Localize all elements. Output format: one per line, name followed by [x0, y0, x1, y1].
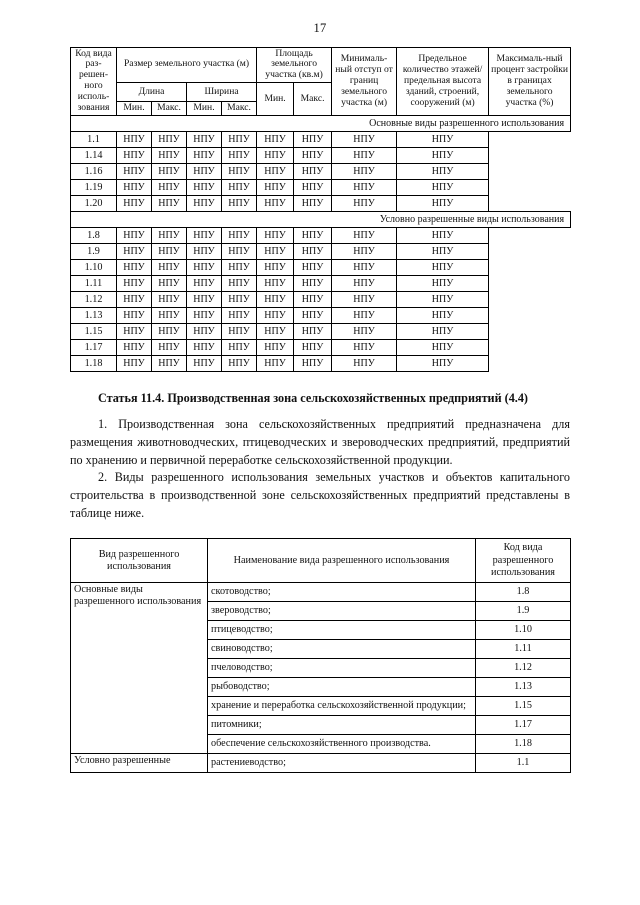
- table-row: [71, 356, 571, 372]
- cell-value: НПУ: [152, 356, 187, 372]
- header-build-percent: Максималь-ный процент застройки в границах земельного участка (%): [489, 47, 571, 116]
- cell-value: НПУ: [152, 228, 187, 244]
- cell-value: НПУ: [332, 164, 397, 180]
- cell-value: НПУ: [257, 164, 294, 180]
- cell-use-code: 1.8: [476, 583, 571, 602]
- cell-value: НПУ: [222, 260, 257, 276]
- table-row: [71, 148, 571, 164]
- cell-use-name: звероводство;: [208, 602, 476, 621]
- article-paragraph-1: 1. Производственная зона сельскохозяйственных предприятий предназначена для размещения животноводческих, птицеводческих и звероводческих предприятий, предприятий по хранению и первичной переработке сельскохозяйственной продукции.: [70, 417, 570, 467]
- cell-value: НПУ: [117, 276, 152, 292]
- cell-value: НПУ: [332, 180, 397, 196]
- header-use-name: Наименование вида разрешенного использования: [208, 539, 476, 583]
- header-length-max: Макс.: [152, 102, 187, 116]
- cell-value: НПУ: [187, 356, 222, 372]
- cell-value: НПУ: [294, 228, 332, 244]
- cell-value: НПУ: [152, 180, 187, 196]
- cell-value: НПУ: [187, 196, 222, 212]
- cell-value: НПУ: [222, 180, 257, 196]
- cell-use-name: скотоводство;: [208, 583, 476, 602]
- cell-value: НПУ: [294, 276, 332, 292]
- cell-value: НПУ: [222, 324, 257, 340]
- cell-value: НПУ: [332, 308, 397, 324]
- table-row: [71, 292, 571, 308]
- header-area-group: Площадь земельного участка (кв.м): [257, 47, 332, 83]
- cell-value: НПУ: [397, 308, 489, 324]
- header-area-min: Мин.: [257, 83, 294, 116]
- cell-code: 1.13: [71, 308, 117, 324]
- cell-value: НПУ: [257, 340, 294, 356]
- cell-value: НПУ: [222, 148, 257, 164]
- cell-value: НПУ: [187, 324, 222, 340]
- cell-value: НПУ: [332, 260, 397, 276]
- cell-value: НПУ: [257, 228, 294, 244]
- table-row: [71, 260, 571, 276]
- cell-value: НПУ: [397, 228, 489, 244]
- cell-value: НПУ: [152, 164, 187, 180]
- section-label-main: Основные виды разрешенного использования: [71, 116, 571, 132]
- cell-code: 1.12: [71, 292, 117, 308]
- cell-value: НПУ: [397, 244, 489, 260]
- cell-value: НПУ: [117, 132, 152, 148]
- cell-value: НПУ: [117, 196, 152, 212]
- cell-value: НПУ: [187, 228, 222, 244]
- cell-code: 1.10: [71, 260, 117, 276]
- cell-use-code: 1.11: [476, 640, 571, 659]
- table-row: [71, 340, 571, 356]
- permitted-use-table-body: [71, 583, 571, 773]
- table-row: [71, 132, 571, 148]
- cell-value: НПУ: [222, 292, 257, 308]
- cell-value: НПУ: [222, 276, 257, 292]
- cell-code: 1.8: [71, 228, 117, 244]
- cell-use-name: птицеводство;: [208, 621, 476, 640]
- cell-use-code: 1.17: [476, 716, 571, 735]
- cell-value: НПУ: [222, 308, 257, 324]
- cell-value: НПУ: [397, 276, 489, 292]
- header-width-max: Макс.: [222, 102, 257, 116]
- cell-code: 1.11: [71, 276, 117, 292]
- header-code: Код вида раз-решен-ного исполь-зования: [71, 47, 117, 116]
- cell-value: НПУ: [152, 196, 187, 212]
- cell-value: НПУ: [397, 164, 489, 180]
- cell-value: НПУ: [397, 292, 489, 308]
- cell-value: НПУ: [257, 196, 294, 212]
- land-parameters-table-container: [70, 47, 640, 373]
- cell-value: НПУ: [117, 228, 152, 244]
- table-row: [71, 196, 571, 212]
- cell-code: 1.19: [71, 180, 117, 196]
- cell-code: 1.18: [71, 356, 117, 372]
- cell-code: 1.15: [71, 324, 117, 340]
- permitted-use-table-head: [71, 539, 571, 583]
- table2-header-row: [71, 539, 571, 583]
- land-parameters-table: [70, 47, 571, 373]
- cell-value: НПУ: [187, 132, 222, 148]
- cell-value: НПУ: [332, 148, 397, 164]
- cell-use-name: растениеводство;: [208, 754, 476, 773]
- cell-value: НПУ: [397, 356, 489, 372]
- cell-use-name: обеспечение сельскохозяйственного производства.: [208, 735, 476, 754]
- header-setback: Минималь-ный отступ от границ земельного участка (м): [332, 47, 397, 116]
- cell-code: 1.16: [71, 164, 117, 180]
- land-parameters-table-body: [71, 116, 571, 372]
- cell-value: НПУ: [294, 308, 332, 324]
- cell-value: НПУ: [294, 292, 332, 308]
- cell-value: НПУ: [117, 292, 152, 308]
- cell-use-code: 1.15: [476, 697, 571, 716]
- section-label-conditional: Условно разрешенные виды использования: [71, 212, 571, 228]
- cell-value: НПУ: [187, 148, 222, 164]
- cell-value: НПУ: [332, 276, 397, 292]
- table-row: [71, 754, 571, 773]
- cell-value: НПУ: [187, 260, 222, 276]
- header-width-min: Мин.: [187, 102, 222, 116]
- cell-value: НПУ: [397, 196, 489, 212]
- cell-value: НПУ: [257, 132, 294, 148]
- cell-value: НПУ: [257, 180, 294, 196]
- cell-value: НПУ: [294, 260, 332, 276]
- cell-use-name: питомники;: [208, 716, 476, 735]
- cell-value: НПУ: [222, 196, 257, 212]
- section-row-main: [71, 116, 571, 132]
- table-row: [71, 180, 571, 196]
- cell-value: НПУ: [397, 180, 489, 196]
- cell-use-code: 1.1: [476, 754, 571, 773]
- cell-value: НПУ: [397, 148, 489, 164]
- cell-value: НПУ: [222, 164, 257, 180]
- section-row-conditional: [71, 212, 571, 228]
- cell-value: НПУ: [294, 340, 332, 356]
- cell-value: НПУ: [152, 148, 187, 164]
- table-row: [71, 276, 571, 292]
- table-row: [71, 228, 571, 244]
- cell-value: НПУ: [187, 180, 222, 196]
- cell-value: НПУ: [332, 324, 397, 340]
- cell-group-conditional: Условно разрешенные: [71, 754, 208, 773]
- cell-value: НПУ: [152, 340, 187, 356]
- cell-value: НПУ: [294, 180, 332, 196]
- cell-value: НПУ: [294, 164, 332, 180]
- cell-value: НПУ: [257, 292, 294, 308]
- cell-value: НПУ: [294, 324, 332, 340]
- cell-code: 1.1: [71, 132, 117, 148]
- cell-value: НПУ: [257, 308, 294, 324]
- cell-value: НПУ: [152, 276, 187, 292]
- cell-value: НПУ: [187, 292, 222, 308]
- cell-value: НПУ: [332, 244, 397, 260]
- cell-use-name: свиноводство;: [208, 640, 476, 659]
- cell-value: НПУ: [187, 308, 222, 324]
- cell-value: НПУ: [332, 196, 397, 212]
- cell-use-code: 1.12: [476, 659, 571, 678]
- cell-use-name: рыбоводство;: [208, 678, 476, 697]
- cell-value: НПУ: [117, 164, 152, 180]
- permitted-use-table: [70, 538, 571, 773]
- cell-value: НПУ: [117, 244, 152, 260]
- cell-value: НПУ: [152, 260, 187, 276]
- table-row: [71, 324, 571, 340]
- table-row: [71, 164, 571, 180]
- cell-value: НПУ: [294, 244, 332, 260]
- cell-value: НПУ: [332, 228, 397, 244]
- header-length: Длина: [117, 83, 187, 102]
- cell-value: НПУ: [332, 132, 397, 148]
- cell-value: НПУ: [294, 148, 332, 164]
- cell-value: НПУ: [187, 340, 222, 356]
- table-row: [71, 583, 571, 602]
- cell-value: НПУ: [257, 260, 294, 276]
- header-floors-height: Предельное количество этажей/ предельная высота зданий, строений, сооружений (м): [397, 47, 489, 116]
- cell-value: НПУ: [257, 324, 294, 340]
- cell-value: НПУ: [117, 180, 152, 196]
- cell-use-code: 1.13: [476, 678, 571, 697]
- cell-value: НПУ: [257, 356, 294, 372]
- cell-value: НПУ: [332, 340, 397, 356]
- article-paragraph-2: 2. Виды разрешенного использования земельных участков и объектов капитального строительства в производственной зоне сельскохозяйственных предприятий представлены в таблице ниже.: [70, 470, 570, 520]
- cell-value: НПУ: [222, 132, 257, 148]
- cell-value: НПУ: [257, 148, 294, 164]
- cell-value: НПУ: [187, 164, 222, 180]
- cell-group-main: Основные виды разрешенного использования: [71, 583, 208, 754]
- cell-value: НПУ: [397, 324, 489, 340]
- cell-use-code: 1.18: [476, 735, 571, 754]
- cell-value: НПУ: [332, 292, 397, 308]
- permitted-use-table-container: [70, 538, 640, 773]
- cell-value: НПУ: [397, 132, 489, 148]
- table-row: [71, 244, 571, 260]
- table-header-row-1: [71, 47, 571, 83]
- cell-code: 1.9: [71, 244, 117, 260]
- header-use-code: Код вида разрешенного использования: [476, 539, 571, 583]
- cell-value: НПУ: [294, 132, 332, 148]
- cell-value: НПУ: [332, 356, 397, 372]
- cell-value: НПУ: [152, 132, 187, 148]
- cell-value: НПУ: [397, 260, 489, 276]
- table-row: [71, 308, 571, 324]
- cell-value: НПУ: [397, 340, 489, 356]
- cell-use-code: 1.9: [476, 602, 571, 621]
- cell-use-name: хранение и переработка сельскохозяйственной продукции;: [208, 697, 476, 716]
- header-area-max: Макс.: [294, 83, 332, 116]
- cell-value: НПУ: [257, 244, 294, 260]
- cell-value: НПУ: [294, 196, 332, 212]
- cell-value: НПУ: [117, 260, 152, 276]
- cell-value: НПУ: [294, 356, 332, 372]
- cell-value: НПУ: [222, 356, 257, 372]
- cell-value: НПУ: [187, 276, 222, 292]
- page-number: 17: [313, 21, 327, 35]
- article-title: Статья 11.4. Производственная зона сельскохозяйственных предприятий (4.4): [98, 391, 528, 406]
- cell-value: НПУ: [222, 340, 257, 356]
- header-length-min: Мин.: [117, 102, 152, 116]
- cell-value: НПУ: [222, 244, 257, 260]
- cell-value: НПУ: [152, 324, 187, 340]
- cell-value: НПУ: [152, 308, 187, 324]
- cell-value: НПУ: [222, 228, 257, 244]
- cell-use-code: 1.10: [476, 621, 571, 640]
- cell-value: НПУ: [117, 308, 152, 324]
- cell-code: 1.14: [71, 148, 117, 164]
- cell-value: НПУ: [187, 244, 222, 260]
- land-parameters-table-head: [71, 47, 571, 116]
- cell-value: НПУ: [257, 276, 294, 292]
- cell-value: НПУ: [117, 340, 152, 356]
- cell-value: НПУ: [152, 244, 187, 260]
- cell-value: НПУ: [117, 356, 152, 372]
- cell-use-name: пчеловодство;: [208, 659, 476, 678]
- cell-code: 1.20: [71, 196, 117, 212]
- cell-code: 1.17: [71, 340, 117, 356]
- cell-value: НПУ: [117, 148, 152, 164]
- cell-value: НПУ: [117, 324, 152, 340]
- header-size-group: Размер земельного участка (м): [117, 47, 257, 83]
- cell-value: НПУ: [152, 292, 187, 308]
- header-width: Ширина: [187, 83, 257, 102]
- header-use-kind: Вид разрешенного использования: [71, 539, 208, 583]
